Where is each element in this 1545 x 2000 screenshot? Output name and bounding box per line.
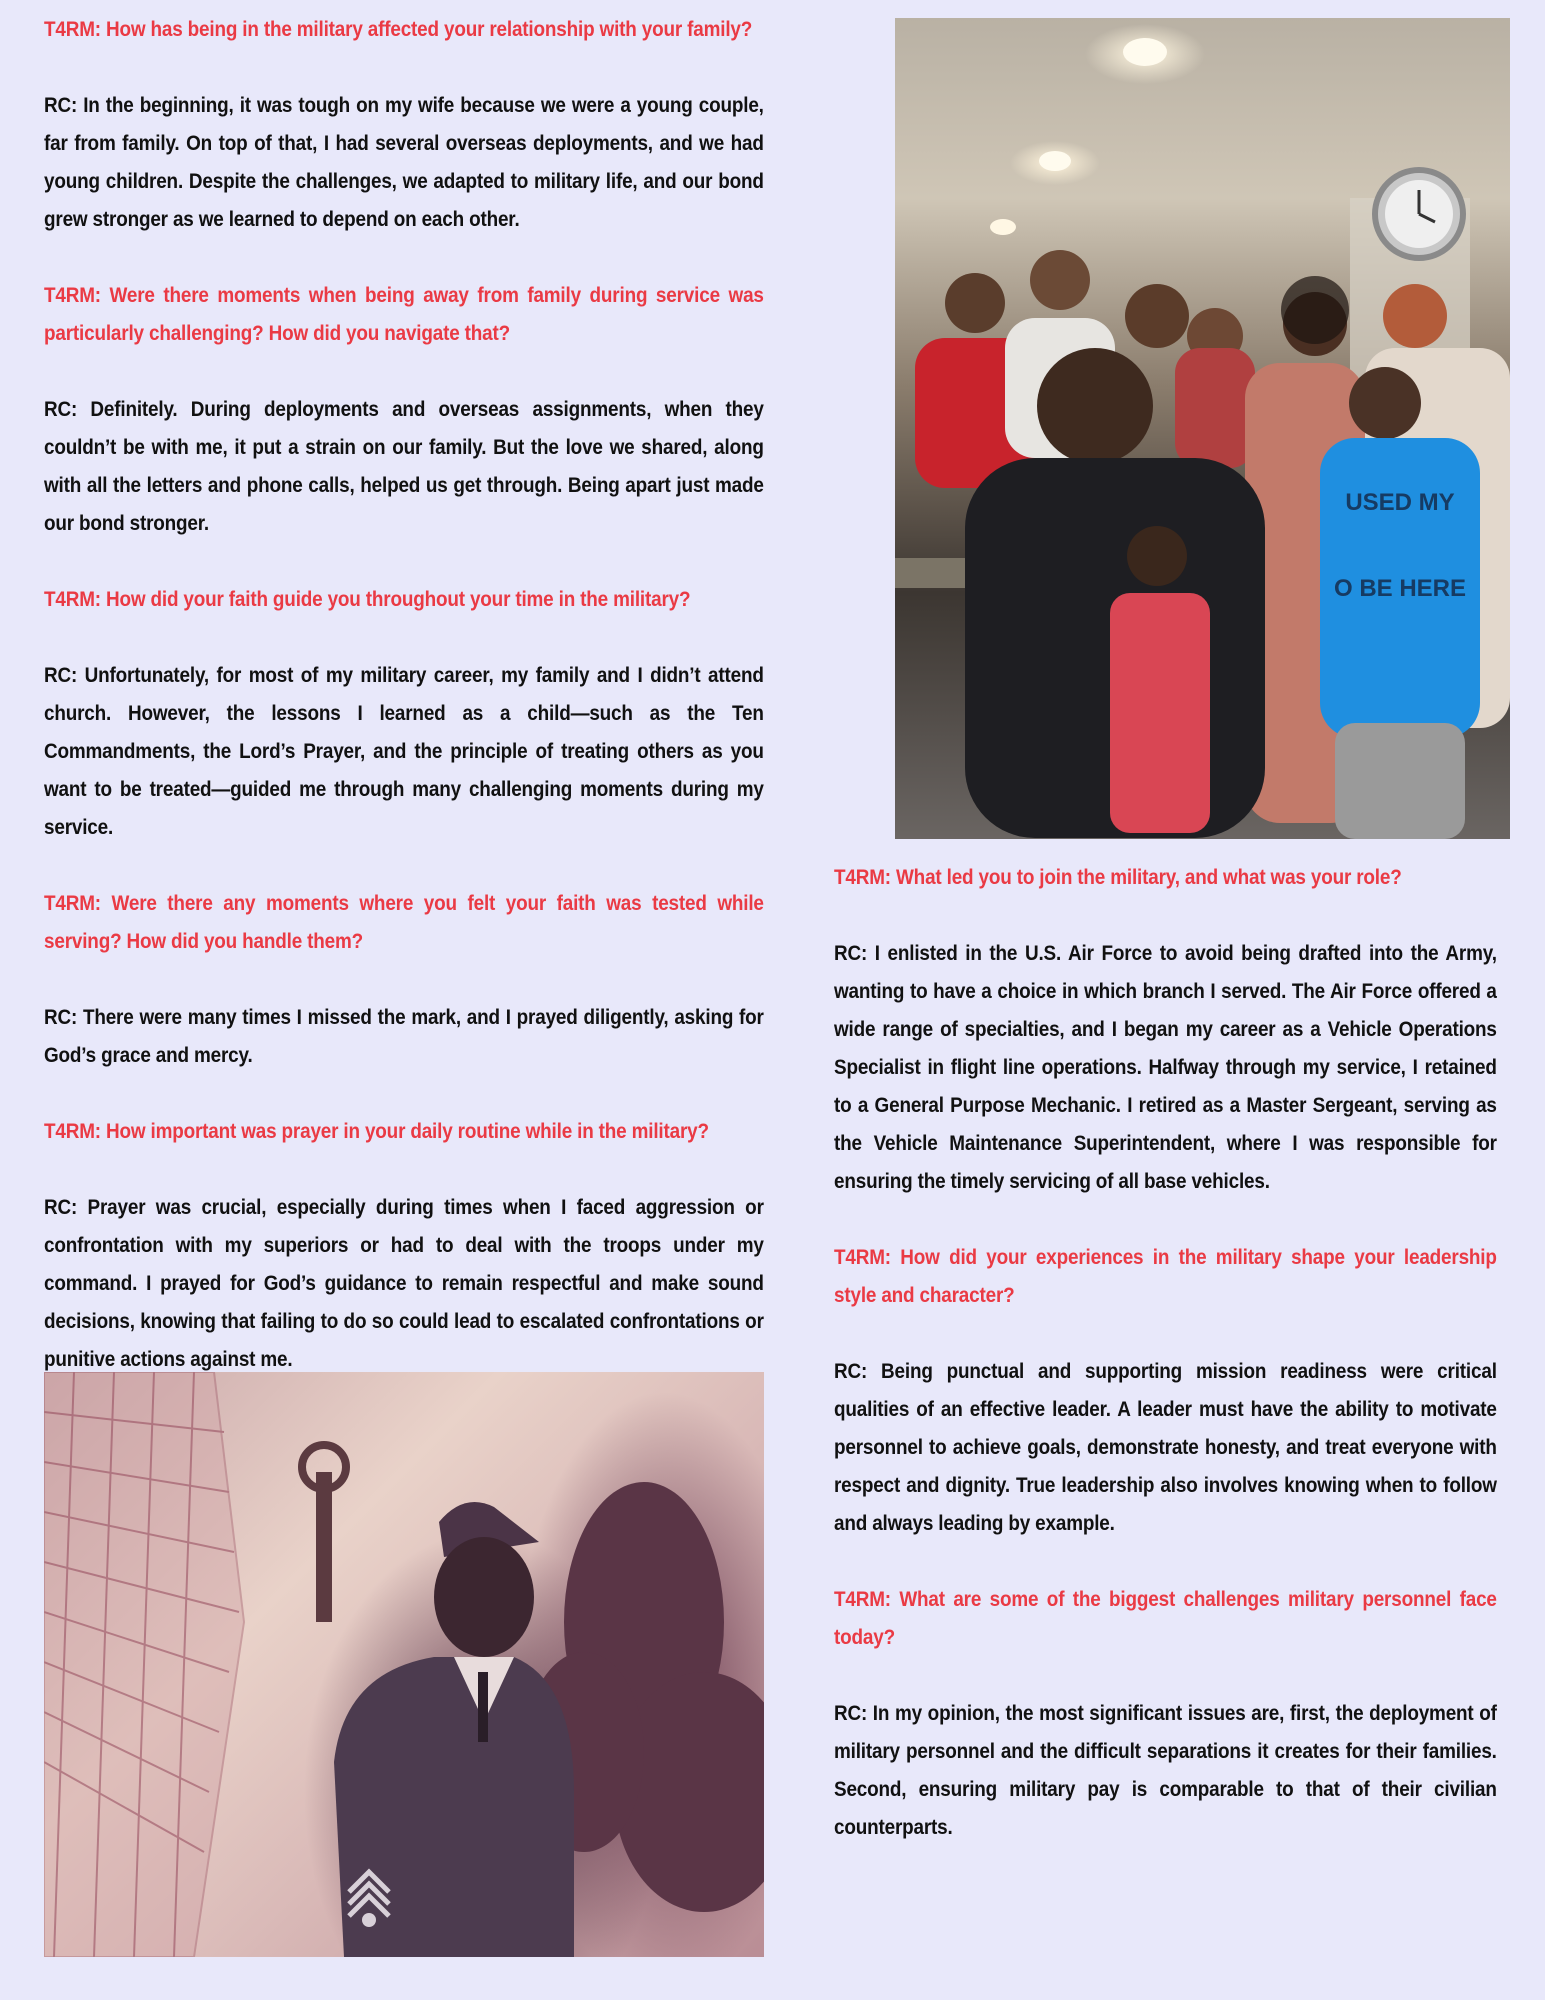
- uniform-photo-illustration: [44, 1372, 764, 1957]
- family-photo-illustration: [895, 18, 1510, 839]
- question-prayer-routine: T4RM: How important was prayer in your daily routine while in the military?: [44, 1119, 709, 1143]
- question-join-military: T4RM: What led you to join the military, and what was your role?: [834, 865, 1402, 889]
- uniform-photo: [44, 1372, 764, 1957]
- answer-faith-guide: RC: Unfortunately, for most of my military career, my family and I didn’t attend church. However, the lessons I learned as a child—such as the Ten Commandments, the Lord’s Prayer, and the principle of treating others as you want to be treated—guided me through many challenging moments during my service.: [44, 663, 764, 839]
- family-photo: [895, 18, 1510, 839]
- answer-faith-tested: RC: There were many times I missed the mark, and I prayed diligently, asking for God’s grace and mercy.: [44, 1005, 764, 1067]
- question-family-relationship: T4RM: How has being in the military affected your relationship with your family?: [44, 17, 753, 41]
- shirt-text-top: USED MY: [1345, 489, 1455, 516]
- right-column: [834, 858, 1497, 1884]
- answer-away-from-family: RC: Definitely. During deployments and overseas assignments, when they couldn’t be with me, it put a strain on our family. But the love we shared, along with all the letters and phone calls, helped us get through. Being apart just made our bond stronger.: [44, 397, 764, 535]
- answer-challenges-today: RC: In my opinion, the most significant issues are, first, the deployment of military personnel and the difficult separations it creates for their families. Second, ensuring military pay is comparable to that of their civilian counterparts.: [834, 1701, 1497, 1839]
- question-faith-guide: T4RM: How did your faith guide you throughout your time in the military?: [44, 587, 691, 611]
- answer-leadership-style: RC: Being punctual and supporting mission readiness were critical qualities of an effective leader. A leader must have the ability to motivate personnel to achieve goals, demonstrate honesty, and treat everyone with respect and dignity. True leadership also involves knowing when to follow and always leading by example.: [834, 1359, 1497, 1535]
- question-faith-tested: T4RM: Were there any moments where you felt your faith was tested while serving? How did you handle them?: [44, 891, 764, 953]
- answer-family-relationship: RC: In the beginning, it was tough on my wife because we were a young couple, far from family. On top of that, I had several overseas deployments, and we had young children. Despite the challenges, we adapted to military life, and our bond grew stronger as we learned to depend on each other.: [44, 93, 764, 231]
- question-leadership-style: T4RM: How did your experiences in the military shape your leadership style and character?: [834, 1245, 1497, 1307]
- question-away-from-family: T4RM: Were there moments when being away from family during service was particularly challenging? How did you navigate that?: [44, 283, 764, 345]
- answer-join-military: RC: I enlisted in the U.S. Air Force to avoid being drafted into the Army, wanting to have a choice in which branch I served. The Air Force offered a wide range of specialties, and I began my career as a Vehicle Operations Specialist in flight line operations. Halfway through my service, I retained to a General Purpose Mechanic. I retired as a Master Sergeant, serving as the Vehicle Maintenance Superintendent, where I was responsible for ensuring the timely servicing of all base vehicles.: [834, 941, 1497, 1193]
- left-column: [44, 10, 764, 1416]
- shirt-text-bottom: O BE HERE: [1333, 575, 1467, 602]
- answer-prayer-routine: RC: Prayer was crucial, especially during times when I faced aggression or confrontation with my superiors or had to deal with the troops under my command. I prayed for God’s guidance to remain respectful and make sound decisions, knowing that failing to do so could lead to escalated confrontations or punitive actions against me.: [44, 1195, 764, 1371]
- question-challenges-today: T4RM: What are some of the biggest challenges military personnel face today?: [834, 1587, 1497, 1649]
